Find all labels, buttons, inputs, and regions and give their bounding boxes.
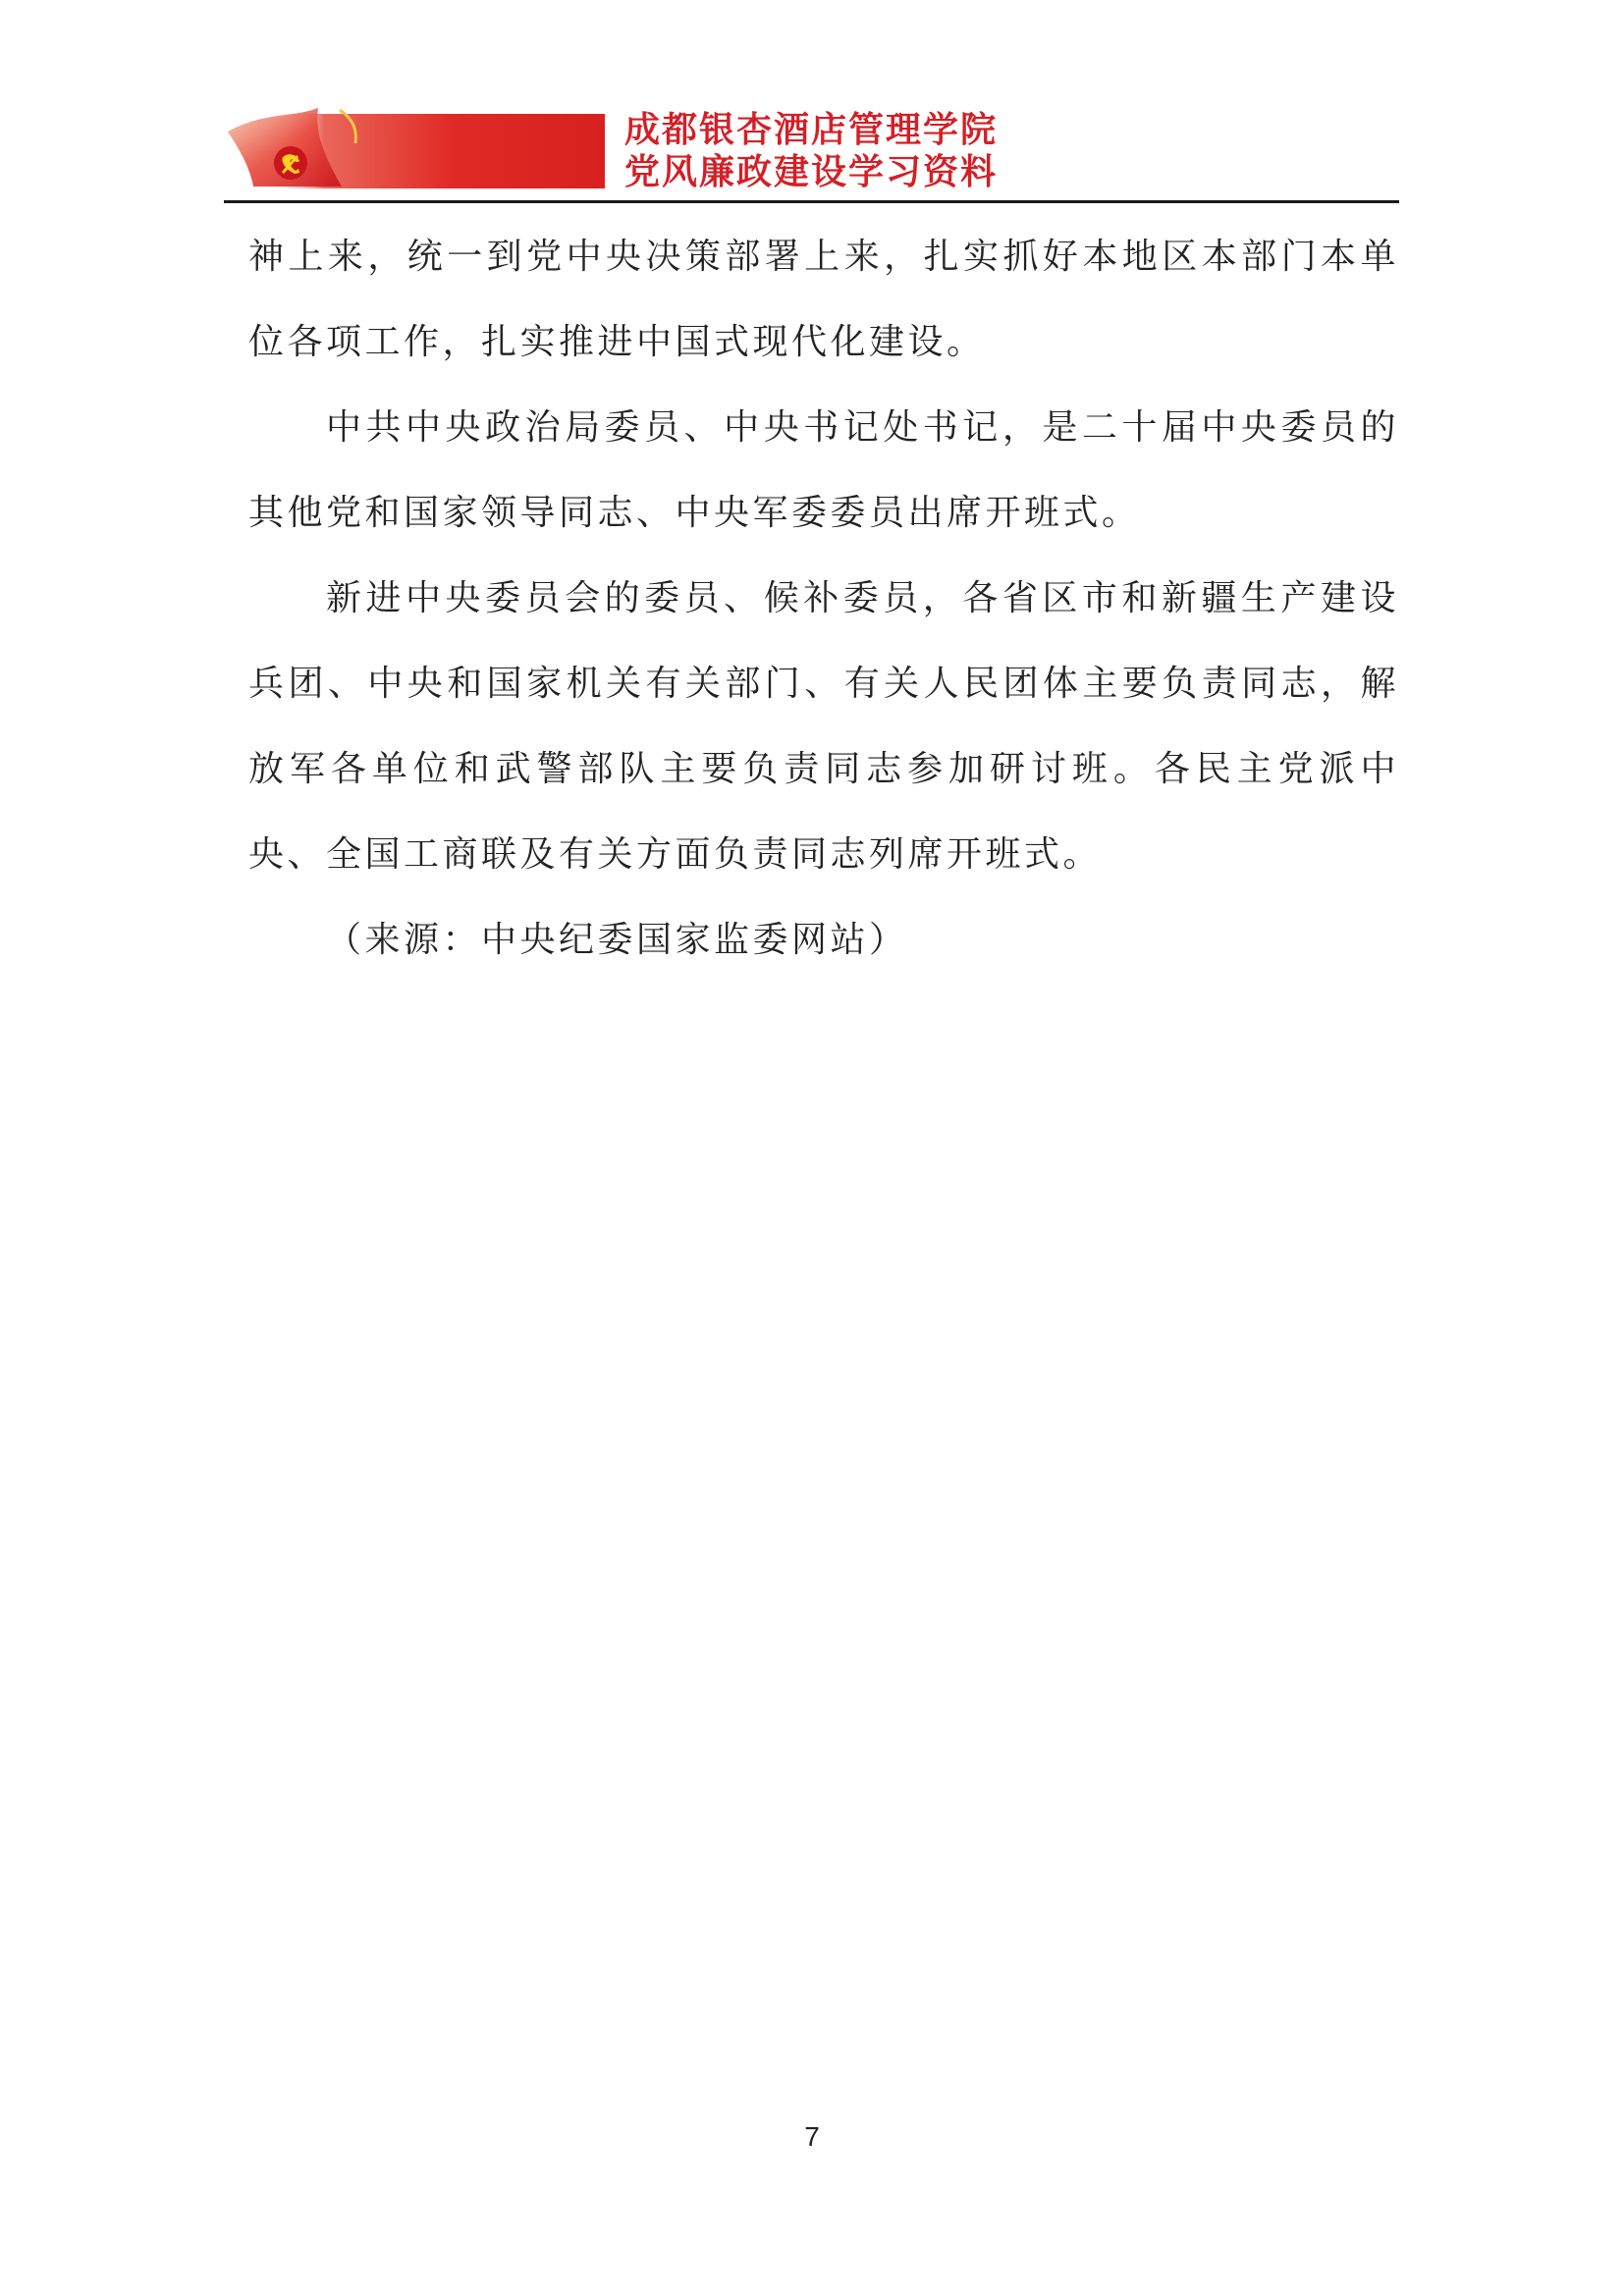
party-banner [224, 104, 605, 190]
header-title-line1: 成都银杏酒店管理学院 [624, 110, 999, 150]
page-number: 7 [804, 2121, 820, 2152]
paragraph: 新进中央委员会的委员、候补委员，各省区市和新疆生产建设兵团、中央和国家机关有关部门、有关人民团体主要负责同志，解放军各单位和武警部队主要负责同志参加研讨班。各民主党派中央、全国工商联及有关方面负责同志列席开班式。 [248, 578, 1399, 875]
page-header [224, 98, 1399, 204]
header-title-line2: 党风廉政建设学习资料 [624, 152, 999, 192]
article-body [248, 214, 1399, 983]
party-emblem-icon [274, 146, 307, 180]
header-titles [624, 110, 1399, 193]
paragraph: 神上来，统一到党中央决策部署上来，扎实抓好本地区本部门本单位各项工作，扎实推进中国式现代化建设。 [248, 237, 1399, 362]
header-divider [224, 200, 1399, 203]
paragraph: 中共中央政治局委员、中央书记处书记，是二十届中央委员的其他党和国家领导同志、中央军委委员出席开班式。 [248, 407, 1399, 533]
source-note: （来源：中央纪委国家监委网站） [326, 920, 908, 960]
